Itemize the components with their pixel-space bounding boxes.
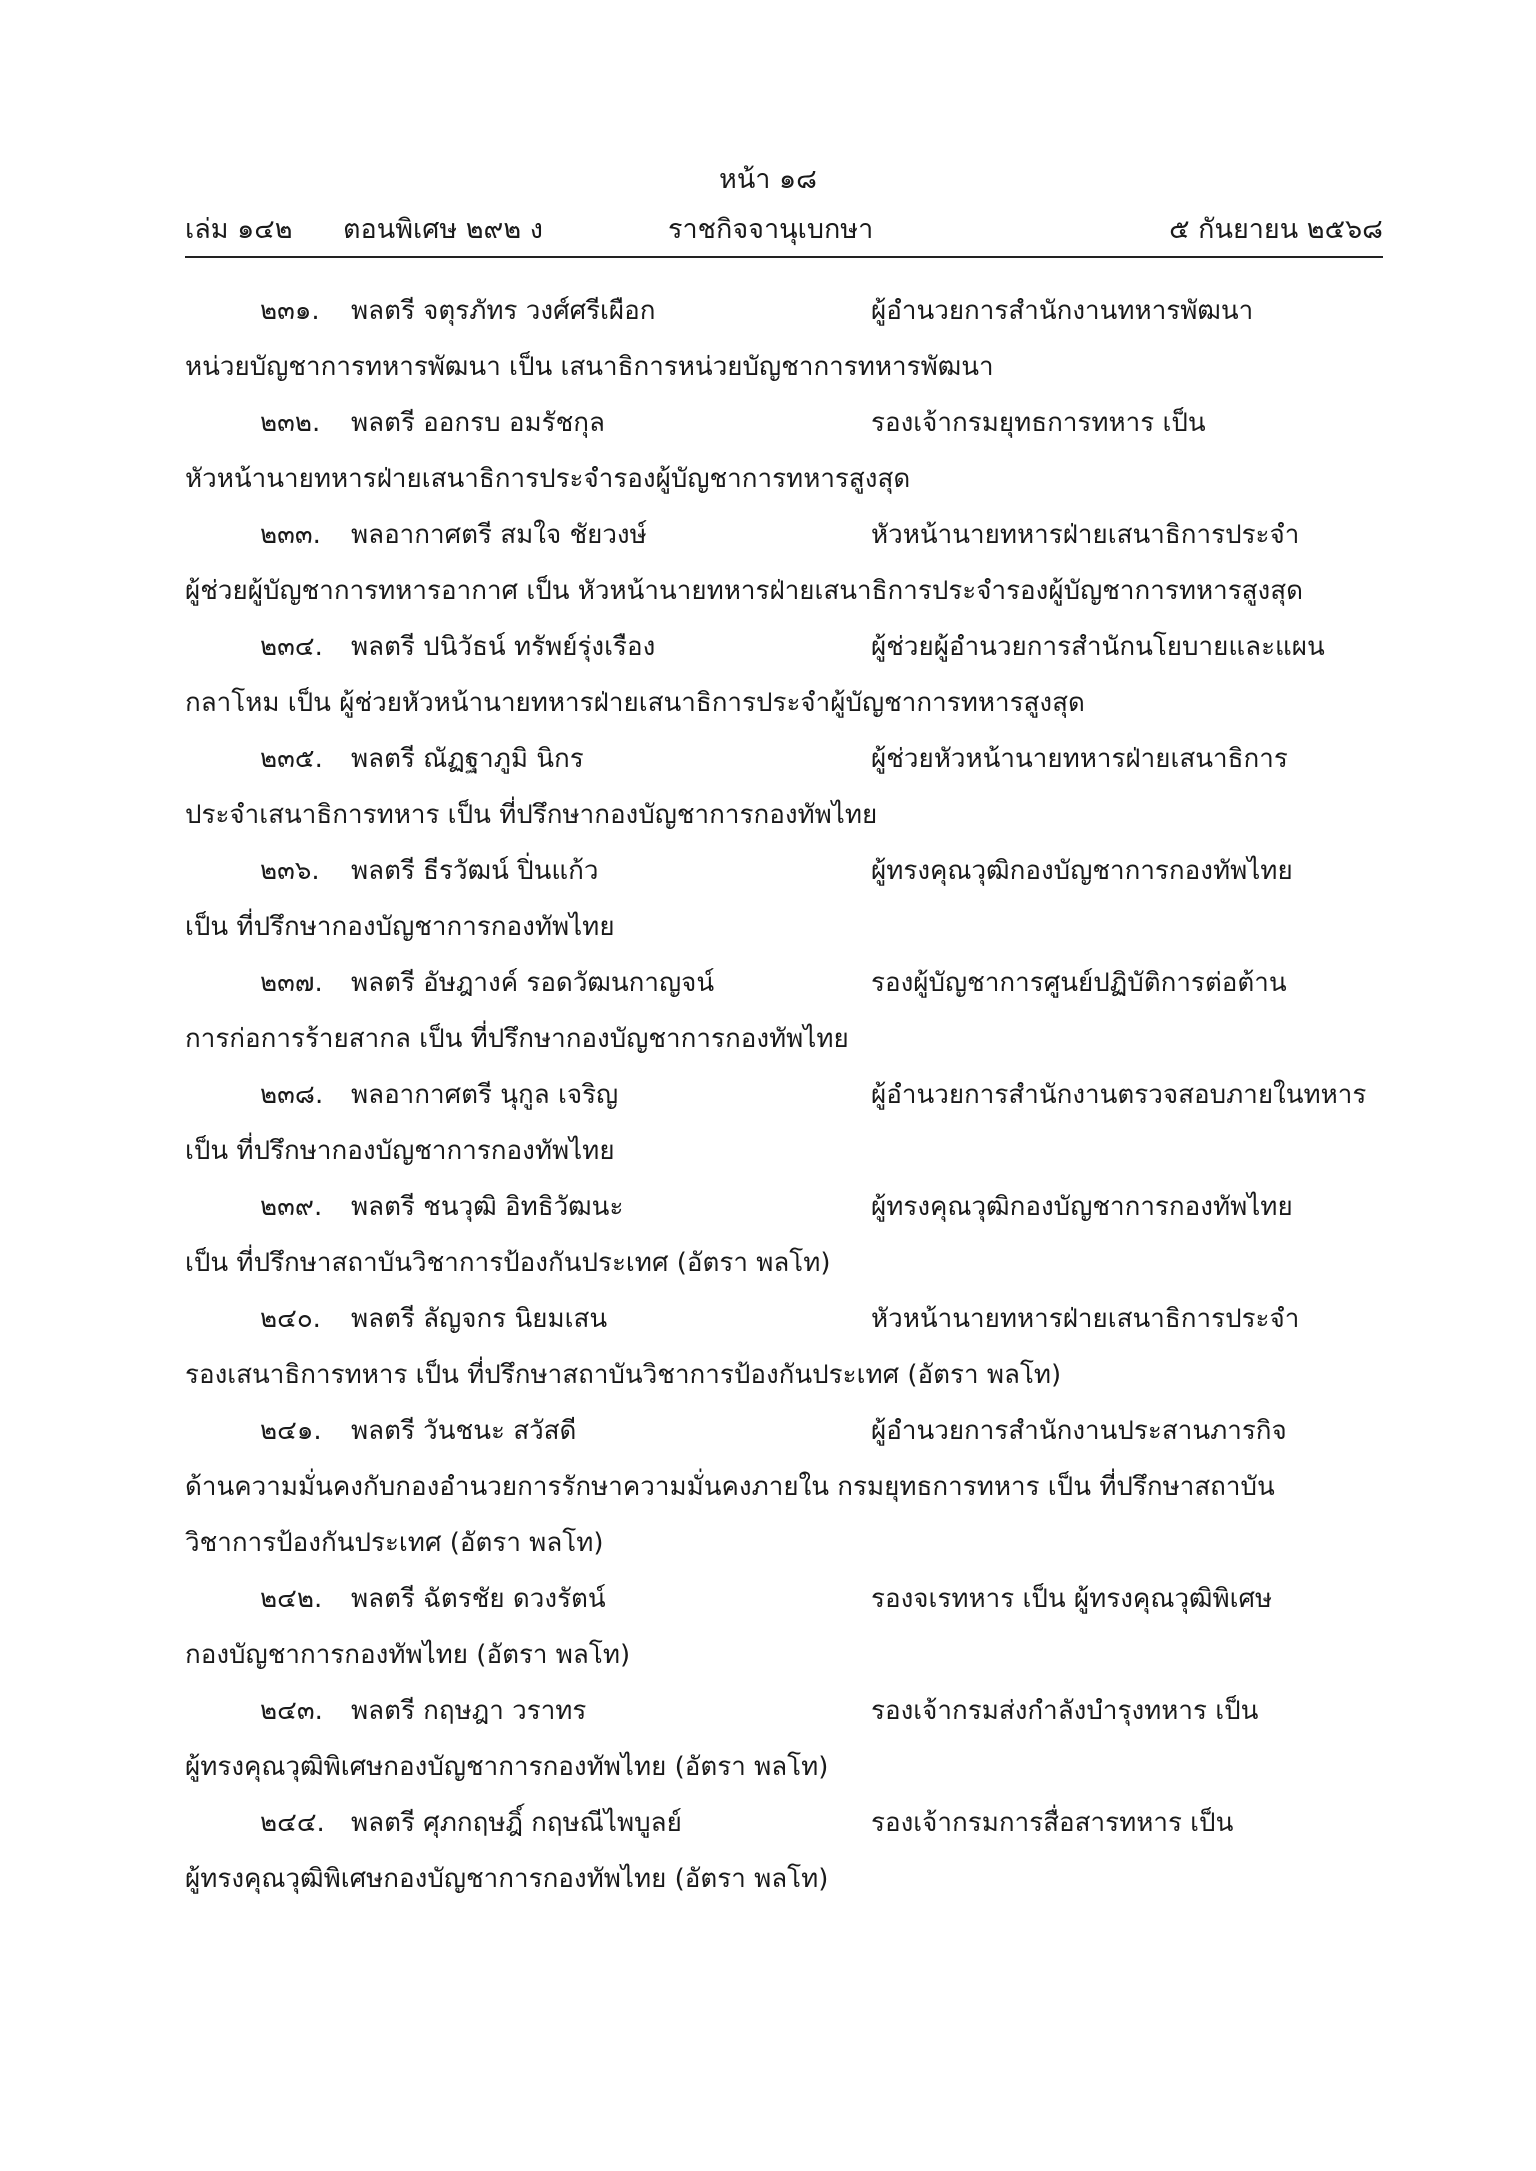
appointment-entry: [185, 1795, 1383, 1907]
entry-continuation-text: ผู้ทรงคุณวุฒิพิเศษกองบัญชาการกองทัพไทย (อัตรา พลโท): [185, 1864, 829, 1894]
entry-continuation-text: หน่วยบัญชาการทหารพัฒนา เป็น เสนาธิการหน่วยบัญชาการทหารพัฒนา: [185, 352, 994, 382]
entry-officer-name: พลตรี ปนิวัธน์ ทรัพย์รุ่งเรือง: [351, 632, 656, 662]
entry-first-line: [185, 1403, 1383, 1459]
entry-current-position: หัวหน้านายทหารฝ่ายเสนาธิการประจำ: [871, 1304, 1300, 1334]
header-issue: ตอนพิเศษ ๒๙๒ ง: [343, 214, 543, 245]
entry-officer-name: พลตรี วันชนะ สวัสดี: [351, 1416, 577, 1446]
entry-officer-name: พลตรี ชนวุฒิ อิทธิวัฒนะ: [351, 1192, 624, 1222]
entry-number: ๒๓๖.: [260, 856, 320, 886]
appointment-entry: [185, 283, 1383, 395]
entry-continuation-text: ผู้ทรงคุณวุฒิพิเศษกองบัญชาการกองทัพไทย (อัตรา พลโท): [185, 1752, 829, 1782]
entry-first-line: [185, 1179, 1383, 1235]
entry-continuation-line: [185, 339, 1383, 395]
entry-continuation-text: การก่อการร้ายสากล เป็น ที่ปรึกษากองบัญชาการกองทัพไทย: [185, 1024, 849, 1054]
entry-continuation-text: เป็น ที่ปรึกษาสถาบันวิชาการป้องกันประเทศ (อัตรา พลโท): [185, 1248, 831, 1278]
entry-current-position: ผู้ทรงคุณวุฒิกองบัญชาการกองทัพไทย: [871, 1192, 1293, 1222]
entry-current-position: รองเจ้ากรมการสื่อสารทหาร เป็น: [871, 1808, 1234, 1838]
entry-number: ๒๔๔.: [260, 1808, 325, 1838]
entry-current-position: หัวหน้านายทหารฝ่ายเสนาธิการประจำ: [871, 520, 1300, 550]
header-divider: [185, 256, 1383, 258]
page-number: หน้า ๑๘: [719, 164, 817, 195]
entry-officer-name: พลอากาศตรี สมใจ ชัยวงษ์: [351, 520, 647, 550]
entry-officer-name: พลตรี ฉัตรชัย ดวงรัตน์: [351, 1584, 606, 1614]
entry-current-position: ผู้ช่วยหัวหน้านายทหารฝ่ายเสนาธิการ: [871, 744, 1288, 774]
entry-current-position: รองจเรทหาร เป็น ผู้ทรงคุณวุฒิพิเศษ: [871, 1584, 1273, 1614]
entry-first-line: [185, 1795, 1383, 1851]
entry-officer-name: พลตรี อัษฎางค์ รอดวัฒนกาญจน์: [351, 968, 715, 998]
entry-current-position: ผู้ทรงคุณวุฒิกองบัญชาการกองทัพไทย: [871, 856, 1293, 886]
entry-number: ๒๔๓.: [260, 1696, 323, 1726]
appointment-entry: [185, 507, 1383, 619]
entry-first-line: [185, 507, 1383, 563]
entry-first-line: [185, 395, 1383, 451]
appointment-entry: [185, 955, 1383, 1067]
entry-current-position: รองผู้บัญชาการศูนย์ปฏิบัติการต่อต้าน: [871, 968, 1287, 998]
entry-number: ๒๓๔.: [260, 632, 323, 662]
entry-continuation-line: [185, 1459, 1383, 1515]
entry-number: ๒๓๕.: [260, 744, 323, 774]
entry-officer-name: พลตรี ออกรบ อมรัชกุล: [351, 408, 605, 438]
entry-continuation-line: [185, 1627, 1383, 1683]
entry-officer-name: พลตรี กฤษฎา วราทร: [351, 1696, 587, 1726]
entry-number: ๒๓๓.: [260, 520, 321, 550]
entry-current-position: ผู้อำนวยการสำนักงานตรวจสอบภายในทหาร: [871, 1080, 1367, 1110]
entry-first-line: [185, 955, 1383, 1011]
entry-current-position: ผู้ช่วยผู้อำนวยการสำนักนโยบายและแผน: [871, 632, 1325, 662]
entry-first-line: [185, 619, 1383, 675]
appointment-entry: [185, 731, 1383, 843]
entry-officer-name: พลอากาศตรี นุกูล เจริญ: [351, 1080, 619, 1110]
entry-continuation-text: หัวหน้านายทหารฝ่ายเสนาธิการประจำรองผู้บัญชาการทหารสูงสุด: [185, 464, 911, 494]
appointment-entry: [185, 619, 1383, 731]
entry-first-line: [185, 1571, 1383, 1627]
appointment-entry: [185, 843, 1383, 955]
entry-continuation-line: [185, 451, 1383, 507]
entry-continuation-text: ประจำเสนาธิการทหาร เป็น ที่ปรึกษากองบัญชาการกองทัพไทย: [185, 800, 878, 830]
entry-officer-name: พลตรี ลัญจกร นิยมเสน: [351, 1304, 608, 1334]
entry-number: ๒๔๐.: [260, 1304, 321, 1334]
entry-first-line: [185, 283, 1383, 339]
entry-current-position: รองเจ้ากรมส่งกำลังบำรุงทหาร เป็น: [871, 1696, 1259, 1726]
entry-number: ๒๓๘.: [260, 1080, 324, 1110]
entry-continuation-text: รองเสนาธิการทหาร เป็น ที่ปรึกษาสถาบันวิชาการป้องกันประเทศ (อัตรา พลโท): [185, 1360, 1062, 1390]
entry-first-line: [185, 1067, 1383, 1123]
entry-continuation-line: [185, 1515, 1383, 1571]
appointment-entry: [185, 1179, 1383, 1291]
appointment-list: [185, 283, 1383, 1907]
appointment-entry: [185, 1291, 1383, 1403]
appointment-entry: [185, 1571, 1383, 1683]
entry-continuation-line: [185, 1123, 1383, 1179]
entry-continuation-text: กลาโหม เป็น ผู้ช่วยหัวหน้านายทหารฝ่ายเสนาธิการประจำผู้บัญชาการทหารสูงสุด: [185, 688, 1085, 718]
entry-officer-name: พลตรี ณัฏฐาภูมิ นิกร: [351, 744, 584, 774]
entry-continuation-line: [185, 1739, 1383, 1795]
entry-continuation-line: [185, 675, 1383, 731]
entry-first-line: [185, 843, 1383, 899]
entry-continuation-line: [185, 787, 1383, 843]
entry-continuation-text: เป็น ที่ปรึกษากองบัญชาการกองทัพไทย: [185, 1136, 615, 1166]
appointment-entry: [185, 1067, 1383, 1179]
entry-number: ๒๓๒.: [260, 408, 321, 438]
entry-current-position: ผู้อำนวยการสำนักงานทหารพัฒนา: [871, 296, 1254, 326]
entry-continuation-text: กองบัญชาการกองทัพไทย (อัตรา พลโท): [185, 1640, 631, 1670]
appointment-entry: [185, 1403, 1383, 1571]
entry-current-position: ผู้อำนวยการสำนักงานประสานภารกิจ: [871, 1416, 1287, 1446]
header-date: ๕ กันยายน ๒๕๖๘: [1169, 214, 1383, 245]
entry-continuation-line: [185, 1851, 1383, 1907]
entry-first-line: [185, 731, 1383, 787]
entry-continuation-line: [185, 1347, 1383, 1403]
entry-officer-name: พลตรี จตุรภัทร วงศ์ศรีเผือก: [351, 296, 656, 326]
entry-continuation-line: [185, 563, 1383, 619]
entry-number: ๒๓๗.: [260, 968, 323, 998]
appointment-entry: [185, 1683, 1383, 1795]
appointment-entry: [185, 395, 1383, 507]
entry-number: ๒๓๑.: [260, 296, 320, 326]
entry-number: ๒๔๑.: [260, 1416, 322, 1446]
entry-officer-name: พลตรี ศุภกฤษฎิ์ กฤษณีไพบูลย์: [351, 1808, 682, 1838]
entry-first-line: [185, 1291, 1383, 1347]
entry-current-position: รองเจ้ากรมยุทธการทหาร เป็น: [871, 408, 1206, 438]
gazette-header: [185, 210, 1383, 250]
entry-continuation-text: ด้านความมั่นคงกับกองอำนวยการรักษาความมั่นคงภายใน กรมยุทธการทหาร เป็น ที่ปรึกษาสถาบัน: [185, 1472, 1275, 1502]
header-volume: เล่ม ๑๔๒: [185, 214, 293, 245]
entry-continuation-text: วิชาการป้องกันประเทศ (อัตรา พลโท): [185, 1528, 604, 1558]
entry-continuation-line: [185, 1011, 1383, 1067]
entry-number: ๒๓๙.: [260, 1192, 323, 1222]
header-gazette-title: ราชกิจจานุเบกษา: [668, 214, 874, 245]
entry-continuation-text: เป็น ที่ปรึกษากองบัญชาการกองทัพไทย: [185, 912, 615, 942]
entry-continuation-line: [185, 1235, 1383, 1291]
entry-continuation-text: ผู้ช่วยผู้บัญชาการทหารอากาศ เป็น หัวหน้านายทหารฝ่ายเสนาธิการประจำรองผู้บัญชาการทหารสูงสุด: [185, 576, 1303, 606]
entry-first-line: [185, 1683, 1383, 1739]
entry-continuation-line: [185, 899, 1383, 955]
entry-number: ๒๔๒.: [260, 1584, 323, 1614]
entry-officer-name: พลตรี ธีรวัฒน์ ปิ่นแก้ว: [351, 856, 599, 886]
